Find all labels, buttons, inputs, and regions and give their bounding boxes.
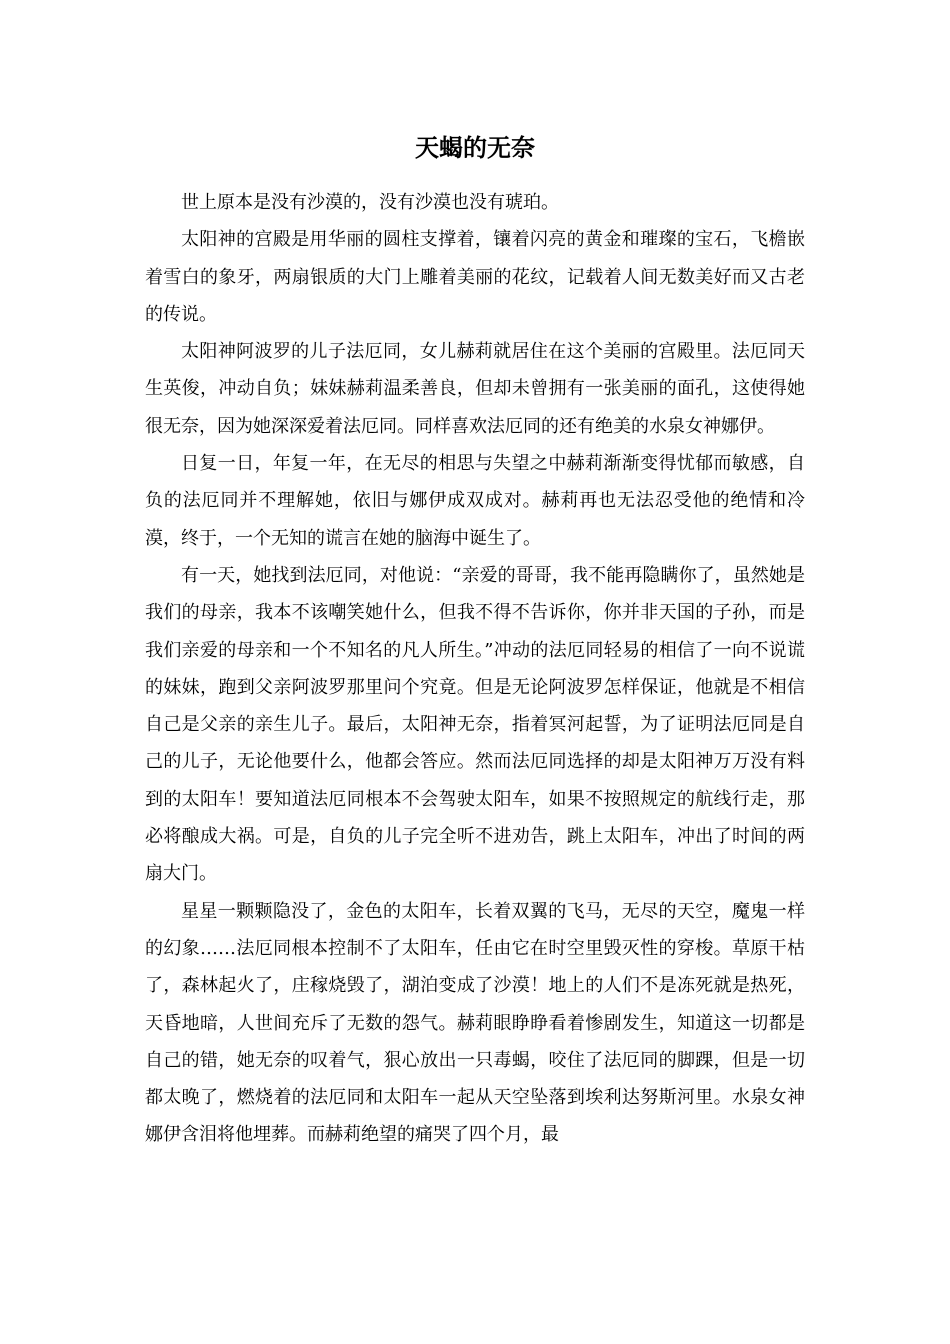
paragraph: 星星一颗颗隐没了，金色的太阳车，长着双翼的飞马，无尽的天空，魔鬼一样的幻象……法厄同根本控制不了太阳车，任由它在时空里毁灭性的穿梭。草原干枯了，森林起火了，庄稼烧毁了，湖泊变成了沙漠！地上的人们不是冻死就是热死，天昏地暗，人世间充斥了无数的怨气。赫莉眼睁睁看着惨剧发生，知道这一切都是自己的错，她无奈的叹着气，狠心放出一只毒蝎，咬住了法厄同的脚踝，但是一切都太晚了，燃烧着的法厄同和太阳车一起从天空坠落到埃利达努斯河里。水泉女神娜伊含泪将他埋葬。而赫莉绝望的痛哭了四个月，最 [145, 900, 805, 1146]
page-title: 天蝎的无奈 [415, 133, 535, 162]
paragraph: 太阳神的宫殿是用华丽的圆柱支撑着，镶着闪亮的黄金和璀璨的宝石，飞檐嵌着雪白的象牙，两扇银质的大门上雕着美丽的花纹，记载着人间无数美好而又古老的传说。 [145, 229, 805, 325]
paragraph: 世上原本是没有沙漠的，没有沙漠也没有琥珀。 [181, 192, 559, 213]
document-body [145, 184, 805, 1154]
paragraph: 有一天，她找到法厄同，对他说：“亲爱的哥哥，我不能再隐瞒你了，虽然她是我们的母亲，我本不该嘲笑她什么，但我不得不告诉你，你并非天国的子孙，而是我们亲爱的母亲和一个不知名的凡人所生。”冲动的法厄同轻易的相信了一向不说谎的妹妹，跑到父亲阿波罗那里问个究竟。但是无论阿波罗怎样保证，他就是不相信自己是父亲的亲生儿子。最后，太阳神无奈，指着冥河起誓，为了证明法厄同是自己的儿子，无论他要什么，他都会答应。然而法厄同选择的却是太阳神万万没有料到的太阳车！要知道法厄同根本不会驾驶太阳车，如果不按照规定的航线行走，那必将酿成大祸。可是，自负的儿子完全听不进劝告，跳上太阳车，冲出了时间的两扇大门。 [145, 564, 805, 885]
paragraph: 日复一日，年复一年，在无尽的相思与失望之中赫莉渐渐变得忧郁而敏感，自负的法厄同并不理解她，依旧与娜伊成双成对。赫莉再也无法忍受他的绝情和冷漠，终于，一个无知的谎言在她的脑海中诞生了。 [145, 453, 805, 549]
paragraph: 太阳神阿波罗的儿子法厄同，女儿赫莉就居住在这个美丽的宫殿里。法厄同天生英俊，冲动自负；妹妹赫莉温柔善良，但却未曾拥有一张美丽的面孔，这使得她很无奈，因为她深深爱着法厄同。同样喜欢法厄同的还有绝美的水泉女神娜伊。 [145, 341, 805, 437]
